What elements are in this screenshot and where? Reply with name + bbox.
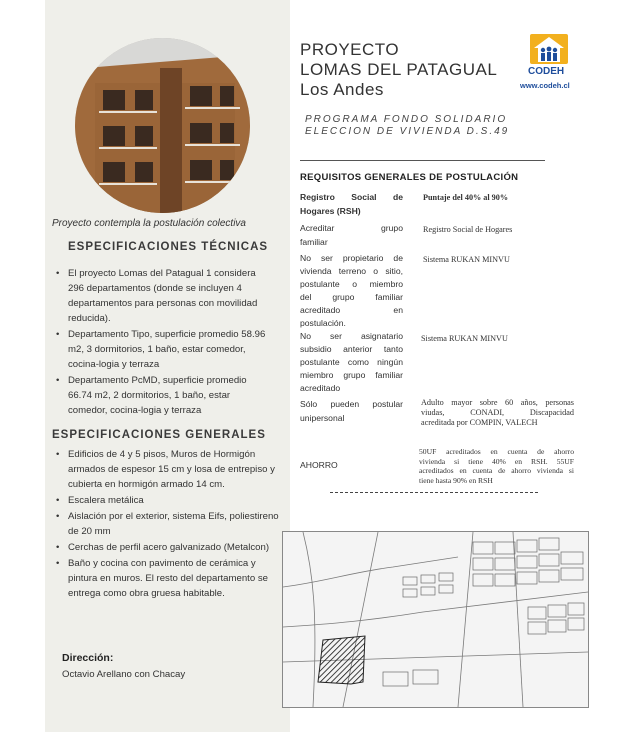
technical-specs-list <box>56 266 271 419</box>
requirement-source: Sistema RUKAN MINVU <box>421 334 508 343</box>
requirement-text: No ser propietario de vivienda terreno o sitio, postulante o miembro del grupo familiar acreditado en postulación. <box>300 253 403 328</box>
savings-label: AHORRO <box>300 460 338 470</box>
list-item: • Departamento Tipo, superficie promedio 58.96 m2, 3 dormitorios, 1 baño, estar comedor, cocina-logia y terraza <box>56 327 271 372</box>
col1-header: Hogares (RSH) <box>300 206 361 216</box>
codeh-logo <box>520 34 586 98</box>
address-label: Dirección: <box>62 652 114 664</box>
address-value: Octavio Arellano con Chacay <box>62 669 186 680</box>
requirement-source: Adulto mayor sobre 60 años, personas viudas, CONADI, Discapacidad acreditada por COMPIN, VALECH <box>421 398 574 427</box>
building-photo <box>75 38 250 213</box>
divider <box>300 160 545 161</box>
logo-url: www.codeh.cl <box>520 81 570 90</box>
savings-detail: 50UF acreditados en cuenta de ahorro vivienda si tiene 40% en RSH. 55UF acreditados en cuenta de ahorro vivienda si tiene hasta 90% en RSH <box>419 447 574 485</box>
requirement-text: familiar <box>300 237 328 247</box>
photo-caption: Proyecto contempla la postulación colectiva <box>52 218 246 229</box>
logo-name: CODEH <box>528 66 565 77</box>
requirement-text: No ser asignatario subsidio anterior tanto postulante como ningún miembro grupo familiar acreditado <box>300 331 403 393</box>
page-title <box>300 40 497 100</box>
title-line: PROYECTO <box>300 40 400 59</box>
list-item: • Cerchas de perfil acero galvanizado (Metalcon) <box>56 540 281 555</box>
list-item: • Escalera metálica <box>56 493 281 508</box>
program-line: ELECCION DE VIVIENDA D.S.49 <box>305 126 510 137</box>
requirement-text: Sólo pueden postular <box>300 399 403 409</box>
list-item: • Baño y cocina con pavimento de cerámica y pintura en muros. El resto del departamento se entrega como obra gruesa habitable. <box>56 556 281 601</box>
col2-header: Puntaje del 40% al 90% <box>423 193 509 202</box>
program-line: PROGRAMA FONDO SOLIDARIO <box>305 114 508 125</box>
general-specs-list <box>56 447 281 602</box>
title-line: Los Andes <box>300 80 384 99</box>
list-item: • Edificios de 4 y 5 pisos, Muros de Hormigón armados de espesor 15 cm y losa de entrepiso y cubierta en hormigón armado 14 cm. <box>56 447 281 492</box>
list-item: • Departamento PcMD, superficie promedio 66.74 m2, 2 dormitorios, 1 baño, estar comedor, cocina-logia y terraza <box>56 373 271 418</box>
requirement-source: Sistema RUKAN MINVU <box>423 255 510 264</box>
requirements-heading: REQUISITOS GENERALES DE POSTULACIÓN <box>300 172 519 183</box>
title-line: LOMAS DEL PATAGUAL <box>300 60 498 79</box>
location-map <box>282 531 589 708</box>
requirement-source: Registro Social de Hogares <box>423 225 513 234</box>
list-item: • Aislación por el exterior, sistema Eifs, poliestireno de 20 mm <box>56 509 281 539</box>
requirement-text: Acreditar grupo <box>300 223 403 233</box>
technical-specs-heading: ESPECIFICACIONES TÉCNICAS <box>68 241 269 253</box>
dashed-divider <box>330 492 538 493</box>
program-subtitle <box>305 114 509 138</box>
general-specs-heading: ESPECIFICACIONES GENERALES <box>52 429 266 441</box>
requirement-text: unipersonal <box>300 413 345 423</box>
col1-header: Registro Social de <box>300 192 403 202</box>
house-family-icon <box>530 34 568 64</box>
list-item: • El proyecto Lomas del Patagual 1 considera 296 departamentos (donde se incluyen 4 departamentos para personas con movilidad reducida). <box>56 266 271 326</box>
